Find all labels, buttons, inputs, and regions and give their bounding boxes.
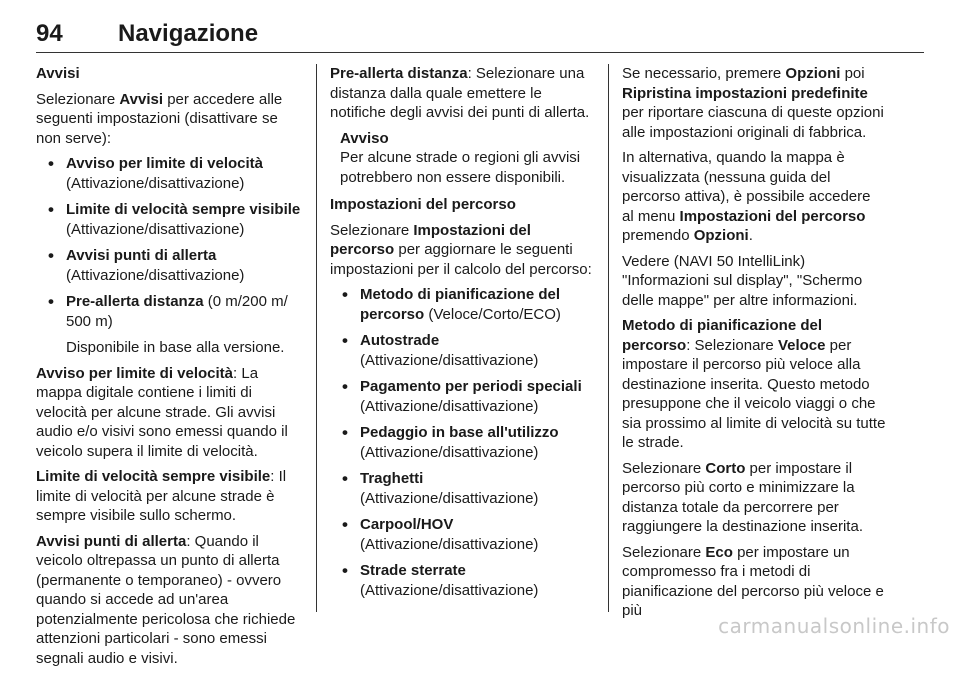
text: (Attivazione/disattivazione)	[66, 174, 245, 192]
text: per riportare ciascuna di queste opzioni alle impostazioni originali di fabbrica.	[622, 104, 884, 141]
header-divider	[36, 52, 924, 53]
bold-term: Limite di velocità sempre visibile	[66, 201, 301, 218]
bold-term: Impostazioni del percorso	[330, 221, 531, 258]
bold-term: Carpool/HOV	[360, 516, 454, 533]
paragraph	[622, 64, 886, 142]
section-heading-metodo: Metodo di pianificazione del percorso	[622, 317, 823, 354]
bold-term: Pedaggio in base all'utilizzo	[360, 424, 559, 441]
bold-term: Opzioni	[693, 227, 749, 244]
bold-term: Strade sterrate	[360, 562, 466, 579]
bold-term: Metodo di pianificazione del percorso	[360, 286, 561, 323]
page-title: Navigazione	[118, 20, 259, 47]
bold-term: Traghetti	[360, 470, 424, 487]
text: Se necessario, premere	[622, 65, 786, 82]
note-text: Per alcune strade o regioni gli avvisi potrebbero non essere disponibili.	[340, 149, 581, 186]
text: Selezionare	[622, 543, 706, 561]
intro-paragraph	[36, 90, 304, 149]
text: (Attivazione/disattivazione)	[66, 266, 245, 284]
paragraph: Vedere (NAVI 50 IntelliLink) "Informazioni sul display", "Schermo delle mappe" per altre informazioni.	[622, 252, 863, 309]
bold-term: Corto	[705, 459, 746, 477]
text: poi	[840, 65, 865, 82]
text: (Attivazione/disattivazione)	[360, 581, 539, 599]
text: (Attivazione/disattivazione)	[360, 443, 539, 461]
bold-term: Avvisi punti di allerta	[36, 532, 187, 550]
bold-term: Autostrade	[360, 332, 440, 349]
bold-term: Pre-allerta distanza	[66, 293, 204, 310]
list-item	[330, 469, 592, 508]
text: (Attivazione/disattivazione)	[360, 397, 539, 415]
text: .	[748, 227, 753, 244]
text: per aggiornare le seguenti impostazioni per il calcolo del percorso:	[330, 241, 592, 278]
text: per impostare un compromesso fra i metodi di pianificazione del percorso più veloce e più	[622, 543, 884, 619]
section-heading-avvisi: Avvisi	[36, 65, 80, 82]
bold-term: Opzioni	[785, 65, 841, 82]
paragraph	[330, 64, 592, 123]
paragraph	[622, 459, 886, 537]
list-item	[330, 377, 592, 416]
paragraph	[622, 543, 886, 621]
bold-term: Avvisi punti di allerta	[66, 247, 217, 264]
note-title: Avviso	[340, 129, 389, 147]
bold-term: Veloce	[777, 336, 826, 354]
intro-paragraph	[330, 221, 592, 280]
text: Selezionare	[622, 459, 706, 477]
list-item	[36, 292, 304, 331]
column-2	[330, 64, 592, 607]
list-item	[330, 561, 592, 600]
bold-term: Pre-allerta distanza	[330, 65, 468, 82]
bold-term: Ripristina impostazioni predefinite	[622, 84, 868, 102]
column-3	[622, 64, 886, 627]
paragraph	[622, 148, 886, 246]
list-item	[330, 331, 592, 370]
bold-term: Avviso per limite di velocità	[66, 155, 264, 172]
paragraph	[36, 364, 304, 462]
text: (Attivazione/disattivazione)	[66, 220, 245, 238]
paragraph	[36, 467, 304, 526]
paragraph	[622, 316, 886, 453]
settings-list	[36, 154, 304, 331]
watermark: carmanualsonline.info	[718, 614, 950, 638]
bold-term: Impostazioni del percorso	[679, 207, 866, 225]
list-item	[36, 200, 304, 239]
list-item	[36, 246, 304, 285]
availability-note: Disponibile in base alla versione.	[66, 339, 285, 356]
text: (0 m/200 m/ 500 m)	[66, 293, 288, 330]
column-divider-2	[608, 64, 609, 612]
list-item	[330, 423, 592, 462]
bold-term: Avvisi	[119, 90, 164, 108]
column-divider-1	[316, 64, 317, 612]
bold-term: Eco	[705, 543, 733, 561]
text: In alternativa, quando la mappa è visualizzata (nessuna guida del percorso attiva), è possibile accedere al menu	[622, 149, 871, 225]
text: (Attivazione/disattivazione)	[360, 535, 539, 553]
section-heading-percorso: Impostazioni del percorso	[330, 196, 516, 213]
column-1	[36, 64, 304, 674]
text: Selezionare	[330, 221, 414, 239]
page-header	[36, 8, 924, 56]
text: : Il limite di velocità per alcune strade è sempre visibile sullo schermo.	[36, 468, 287, 524]
list-item	[330, 515, 592, 554]
bold-term: Limite di velocità sempre visibile	[36, 468, 271, 485]
paragraph	[36, 532, 304, 669]
text: : La mappa digitale contiene i limiti di velocità per alcune strade. Gli avvisi audio e/o visivi sono emessi quando il veicolo supera il limite di velocità.	[36, 364, 288, 460]
route-settings-list	[330, 285, 592, 600]
text: per accedere alle seguenti impostazioni (disattivare se non serve):	[36, 90, 283, 147]
text: (Attivazione/disattivazione)	[360, 351, 539, 369]
text: per impostare il percorso più corto e minimizzare la distanza totale da percorrere per raggiungere la destinazione inserita.	[622, 459, 863, 535]
text: : Selezionare	[686, 336, 778, 354]
list-item	[330, 285, 592, 324]
text: (Veloce/Corto/ECO)	[424, 305, 561, 323]
text: (Attivazione/disattivazione)	[360, 489, 539, 507]
text: : Selezionare una distanza dalla quale emettere le notifiche degli avvisi dei punti di allerta.	[330, 65, 590, 121]
text: per impostare il percorso più veloce alla destinazione inserita. Questo metodo presuppone che il veicolo viaggi o che sia prossimo al limite di velocità su tutte le strade.	[622, 336, 886, 451]
text: premendo	[622, 227, 694, 244]
note-box	[330, 129, 592, 188]
bold-term: Pagamento per periodi speciali	[360, 378, 582, 395]
text: Selezionare	[36, 90, 120, 108]
list-item	[36, 154, 304, 193]
text: : Quando il veicolo oltrepassa un punto di allerta (permanente o temporaneo) - ovvero quando si accede ad un'area potenzialmente pericolosa che richiede attenzioni particolari - sono emessi segnali audio e visivi.	[36, 532, 296, 667]
bold-term: Avviso per limite di velocità	[36, 364, 234, 382]
page-number: 94	[36, 20, 63, 47]
